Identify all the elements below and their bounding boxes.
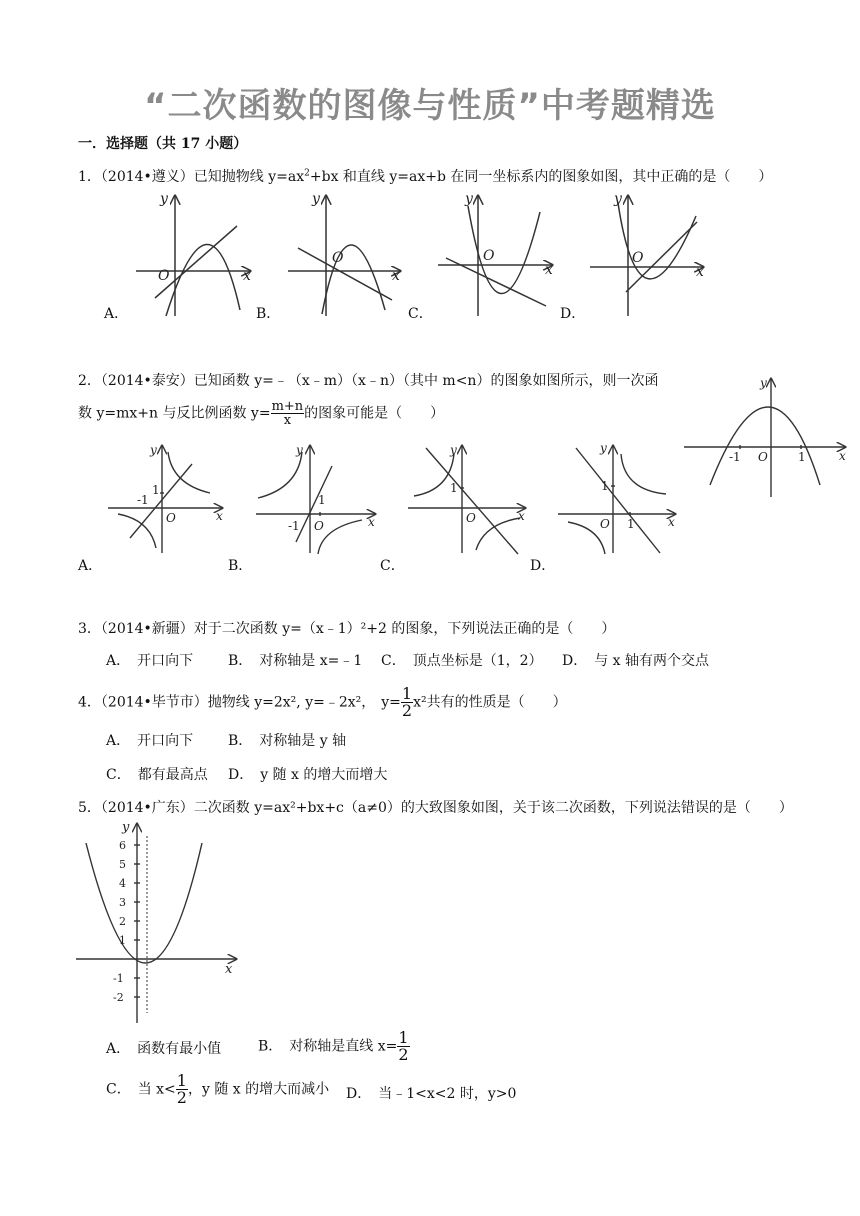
tick-label-one: 1 (601, 479, 609, 493)
q5-option-a: A． 函数有最小值 (106, 1041, 222, 1057)
q3-option-c: C． 顶点坐标是（1，2） (381, 653, 543, 669)
origin-label: O (166, 511, 176, 525)
axis-label-y: y (122, 820, 130, 835)
axis-label-x: x (545, 262, 553, 278)
q4-option-c: C． 都有最高点 (106, 767, 208, 783)
axis-label-x: x (225, 962, 233, 977)
axis-label-y: y (465, 191, 473, 207)
tick-label-one: 1 (627, 517, 635, 531)
q1-graph-d (590, 196, 703, 316)
q1-graph-a (136, 196, 250, 316)
tick-label-neg-one: -1 (729, 450, 741, 464)
q1-option-a-label: A． (104, 306, 129, 322)
axis-label-y: y (760, 376, 767, 390)
q5-parabola-graph (70, 818, 240, 1028)
q2-option-a-label: A． (78, 558, 103, 574)
tick-label-one: 1 (152, 483, 160, 497)
page-title: “二次函数的图像与性质”中考题精选 (144, 86, 716, 126)
fraction: $\frac{m+n}{x}$ (271, 399, 304, 428)
question-3-text: 3．（2014•新疆）对于二次函数 y=（x﹣1）²+2 的图象，下列说法正确的是（ ） (78, 621, 616, 637)
axis-label-y: y (450, 443, 457, 457)
axis-label-x: x (518, 509, 525, 523)
q2-graph-b (256, 446, 375, 554)
tick-label: 5 (119, 858, 126, 871)
tick-label-one: 1 (450, 481, 458, 495)
q2-graph-d (558, 446, 675, 554)
tick-label-one: 1 (798, 450, 806, 464)
q3-option-a: A． 开口向下 (106, 653, 194, 669)
axis-label-y: y (150, 443, 157, 457)
q2-option-c-label: C． (380, 558, 405, 574)
axis-label-x: x (839, 449, 846, 463)
q3-option-d: D． 与 x 轴有两个交点 (562, 653, 710, 669)
axis-label-x: x (368, 515, 375, 529)
q5-option-b: B． 对称轴是直线 x= $\frac{1}{2}$ (258, 1028, 409, 1064)
q2-reference-parabola (680, 375, 850, 500)
question-5-text: 5．（2014•广东）二次函数 y=ax²+bx+c（a≠0）的大致图象如图，关于该二次函数，下列说法错误的是（ ） (78, 800, 793, 816)
axis-label-y: y (600, 441, 607, 455)
section-heading: 一．选择题（共 17 小题） (78, 136, 248, 152)
tick-label: 2 (119, 915, 126, 928)
question-2-graphs (100, 438, 690, 556)
tick-label: -2 (113, 991, 124, 1004)
q5-option-d: D． 当﹣1<x<2 时，y>0 (346, 1086, 517, 1102)
q3-option-b: B． 对称轴是 x=﹣1 (228, 653, 363, 669)
question-1-text: 1．（2014•遵义）已知抛物线 $y=ax^2+bx$ 和直线 y=ax+b 在同一坐标系内的图象如图，其中正确的是（ ） (78, 168, 773, 185)
tick-label-one: 1 (318, 493, 326, 507)
question-4-text: 4．（2014•毕节市）抛物线 y=2x², y=﹣2x²， y= $\frac{1}{2}$ x²共有的性质是（ ） (78, 684, 567, 720)
q1-option-d-label: D． (560, 306, 586, 322)
tick-label-neg-one: -1 (137, 493, 149, 507)
fraction-one-half: $\frac{1}{2}$ (176, 1071, 187, 1107)
origin-label: O (158, 268, 170, 284)
fraction-one-half: $\frac{1}{2}$ (401, 684, 413, 720)
axis-label-x: x (216, 509, 223, 523)
origin-label: O (758, 450, 768, 464)
q5-option-c: C． 当 x< $\frac{1}{2}$ ，y 随 x 的增大而减小 (106, 1071, 330, 1107)
origin-label: O (314, 519, 324, 533)
axis-label-x: x (696, 264, 704, 280)
q1-graph-b (288, 196, 400, 316)
tick-label: 6 (119, 839, 126, 852)
q1-option-c-label: C． (408, 306, 433, 322)
q4-option-a: A． 开口向下 (106, 733, 194, 749)
axis-label-y: y (614, 191, 622, 207)
q2-graph-a (108, 446, 222, 553)
origin-label: O (332, 250, 344, 266)
origin-label: O (466, 511, 476, 525)
origin-label: O (632, 250, 644, 266)
tick-label: 1 (119, 934, 126, 947)
question-2-line-1: 2．（2014•泰安）已知函数 y=﹣（x﹣m）（x﹣n）（其中 m<n）的图象如图所示，则一次函 (78, 373, 659, 389)
fraction-one-half: $\frac{1}{2}$ (398, 1028, 409, 1064)
q1-option-b-label: B． (256, 306, 281, 322)
q2-graph-c (408, 446, 525, 554)
axis-label-y: y (312, 191, 320, 207)
tick-label: 3 (119, 896, 126, 909)
origin-label: O (600, 517, 610, 531)
q2-option-d-label: D． (530, 558, 556, 574)
q1-graph-c (438, 196, 552, 316)
axis-label-y: y (160, 191, 168, 207)
axis-label-x: x (392, 268, 400, 284)
tick-label-neg-one: -1 (288, 519, 300, 533)
question-2-line-2: 数 y=mx+n 与反比例函数 y= $\frac{m+n}{x}$ 的图象可能是（ ） (78, 399, 445, 428)
axis-label-x: x (668, 515, 675, 529)
q4-option-b: B． 对称轴是 y 轴 (228, 733, 347, 749)
axis-label-y: y (296, 443, 303, 457)
q4-option-d: D． y 随 x 的增大而增大 (228, 767, 388, 783)
tick-label: 4 (119, 877, 126, 890)
axis-label-x: x (243, 268, 251, 284)
tick-label: -1 (113, 972, 124, 985)
q2-option-b-label: B． (228, 558, 253, 574)
origin-label: O (483, 248, 495, 264)
